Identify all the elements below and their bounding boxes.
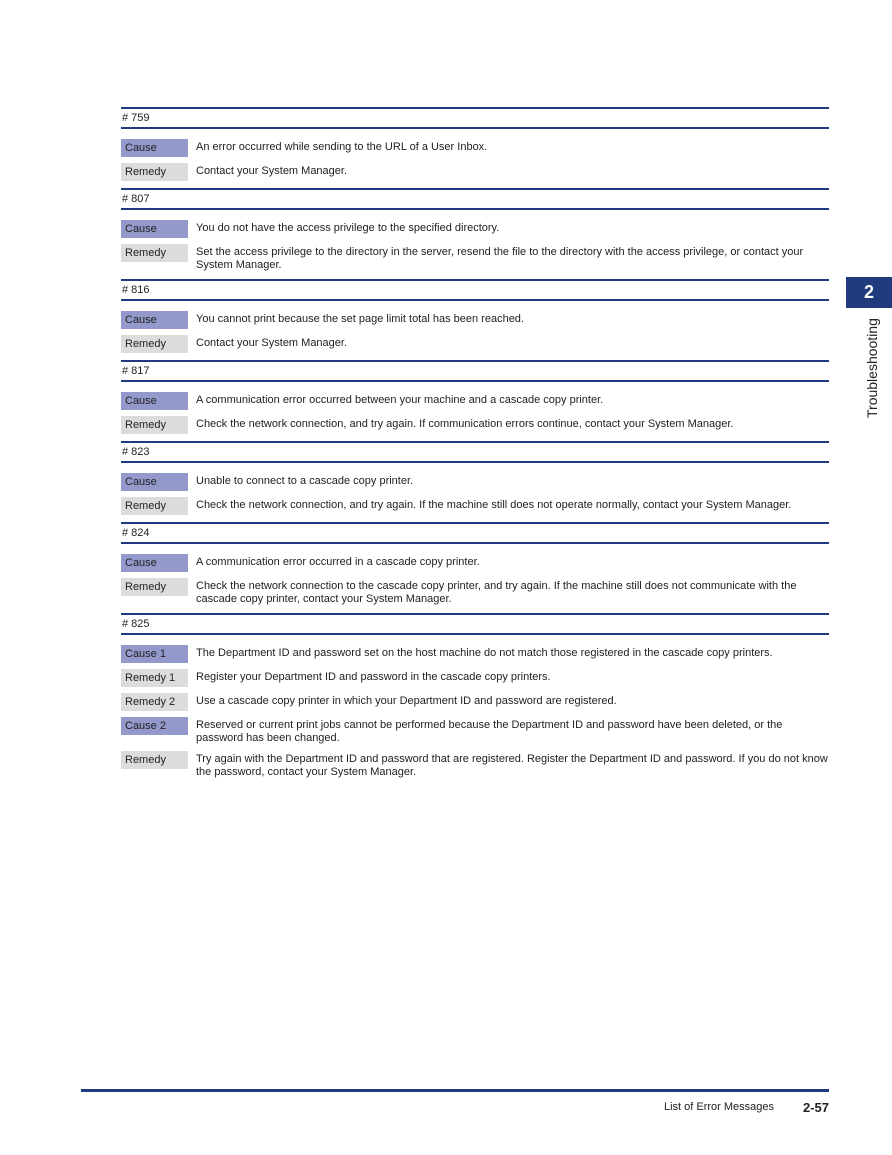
cause-text: A communication error occurred between your machine and a cascade copy printer. [196,394,604,406]
error-section-807 [121,188,829,272]
chapter-number-tab: 2 [846,277,892,308]
error-code: # 759 [121,107,829,129]
remedy-text: Set the access privilege to the directory in the server, resend the file to the directory with the access privilege, or contact your System Manager. [196,246,804,271]
remedy-label: Remedy [121,335,188,353]
remedy-text: Try again with the Department ID and password that are registered. Register the Department ID and password. If you do not know the password, contact your System Manager. [196,753,828,778]
cause-text: An error occurred while sending to the URL of a User Inbox. [196,141,488,153]
error-code: # 825 [121,613,829,635]
error-message-list [121,107,829,785]
remedy-label: Remedy [121,163,188,181]
cause-row [121,311,829,329]
remedy-row [121,416,829,434]
remedy-label: Remedy [121,244,188,262]
cause-label: Cause 1 [121,645,188,663]
remedy-label: Remedy 2 [121,693,188,711]
remedy-text: Check the network connection, and try again. If the machine still does not operate normally, contact your System Manager. [196,499,792,511]
remedy-label: Remedy [121,578,188,596]
remedy-text: Use a cascade copy printer in which your Department ID and password are registered. [196,695,617,707]
cause-row [121,392,829,410]
chapter-title-label: Troubleshooting [864,318,880,418]
cause-row [121,717,829,745]
remedy-label: Remedy [121,497,188,515]
cause-text: The Department ID and password set on the host machine do not match those registered in the cascade copy printers. [196,647,773,659]
remedy-text: Check the network connection to the cascade copy printer, and try again. If the machine still does not communicate with the cascade copy printer, contact your System Manager. [196,580,797,605]
error-code: # 824 [121,522,829,544]
cause-label: Cause [121,139,188,157]
error-code: # 823 [121,441,829,463]
remedy-row [121,244,829,272]
footer-section-title: List of Error Messages [663,1101,774,1113]
remedy-row [121,335,829,353]
remedy-text: Contact your System Manager. [196,337,348,349]
remedy-row [121,497,829,515]
error-section-824 [121,522,829,606]
cause-text: Reserved or current print jobs cannot be performed because the Department ID and password have been deleted, or the password has been changed. [196,719,783,744]
error-section-817 [121,360,829,434]
remedy-text: Check the network connection, and try again. If communication errors continue, contact your System Manager. [196,418,734,430]
cause-row [121,220,829,238]
cause-label: Cause [121,554,188,572]
cause-label: Cause 2 [121,717,188,735]
cause-row [121,645,829,663]
cause-label: Cause [121,220,188,238]
cause-text: Unable to connect to a cascade copy printer. [196,475,414,487]
remedy-text: Contact your System Manager. [196,165,348,177]
cause-label: Cause [121,392,188,410]
cause-text: You do not have the access privilege to the specified directory. [196,222,500,234]
error-section-825 [121,613,829,779]
error-code: # 807 [121,188,829,210]
cause-row [121,554,829,572]
cause-label: Cause [121,311,188,329]
error-code: # 816 [121,279,829,301]
error-code: # 817 [121,360,829,382]
remedy-row [121,163,829,181]
page-number: 2-57 [802,1100,829,1115]
remedy-row [121,693,829,711]
error-section-759 [121,107,829,181]
remedy-label: Remedy 1 [121,669,188,687]
remedy-label: Remedy [121,416,188,434]
cause-label: Cause [121,473,188,491]
remedy-row [121,578,829,606]
cause-row [121,473,829,491]
remedy-label: Remedy [121,751,188,769]
error-section-816 [121,279,829,353]
remedy-row [121,669,829,687]
remedy-row [121,751,829,779]
footer-divider [81,1089,829,1092]
cause-row [121,139,829,157]
remedy-text: Register your Department ID and password in the cascade copy printers. [196,671,551,683]
error-section-823 [121,441,829,515]
cause-text: A communication error occurred in a cascade copy printer. [196,556,480,568]
cause-text: You cannot print because the set page limit total has been reached. [196,313,524,325]
